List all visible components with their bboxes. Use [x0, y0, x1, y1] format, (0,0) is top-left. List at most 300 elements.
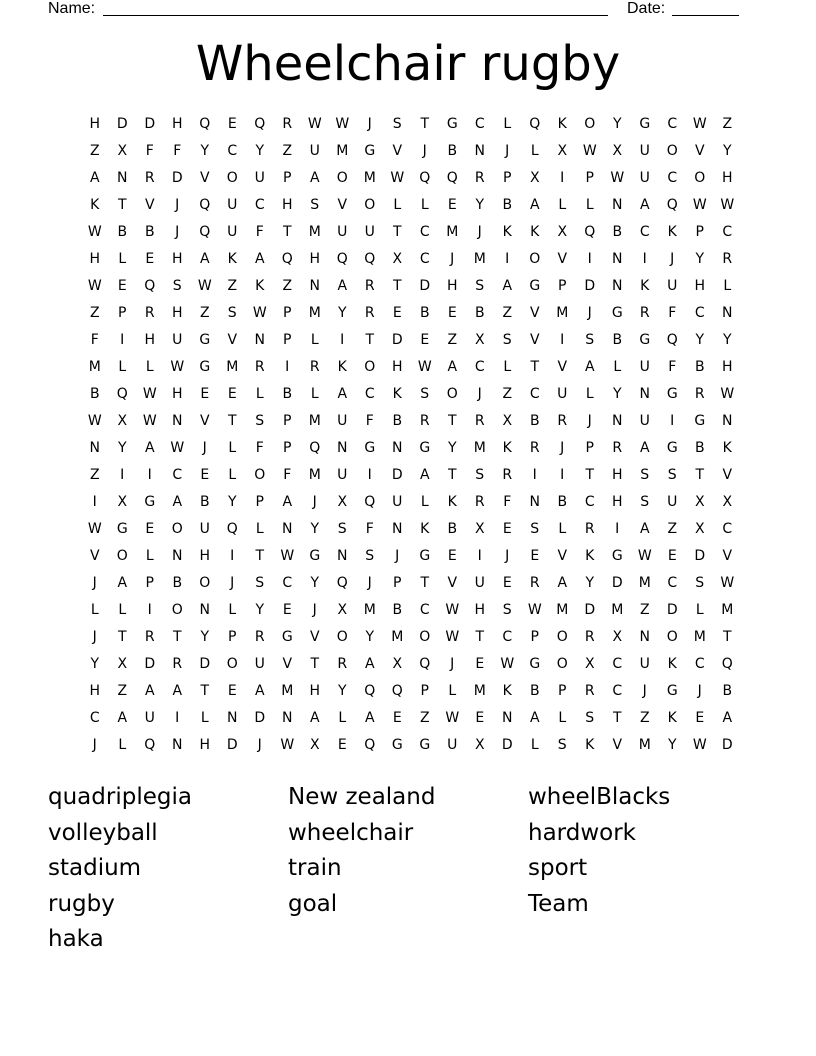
- grid-letter: N: [309, 278, 320, 294]
- grid-letter: A: [172, 494, 183, 510]
- grid-letter: J: [230, 575, 235, 591]
- grid-letter: A: [337, 386, 348, 402]
- grid-letter: N: [199, 602, 210, 618]
- grid-letter: T: [227, 413, 237, 429]
- grid-letter: P: [283, 170, 292, 186]
- grid-letter: G: [666, 683, 678, 699]
- grid-letter: N: [502, 710, 513, 726]
- grid-letter: U: [199, 521, 210, 537]
- word-list-item: volleyball: [48, 819, 158, 846]
- grid-letter: X: [694, 521, 705, 537]
- grid-letter: W: [720, 575, 735, 591]
- grid-letter: X: [337, 602, 348, 618]
- grid-letter: R: [612, 440, 623, 456]
- grid-letter: R: [254, 629, 265, 645]
- grid-letter: F: [255, 224, 264, 240]
- grid-letter: M: [638, 575, 651, 591]
- grid-letter: G: [116, 521, 128, 537]
- grid-letter: H: [309, 251, 321, 267]
- grid-letter: Y: [695, 251, 705, 267]
- grid-letter: Y: [722, 332, 732, 348]
- date-label: Date:: [627, 0, 666, 17]
- word-list-item: hardwork: [528, 819, 636, 846]
- grid-letter: L: [255, 386, 264, 402]
- grid-letter: K: [667, 710, 677, 726]
- grid-letter: N: [282, 521, 293, 537]
- grid-letter: L: [613, 359, 622, 375]
- grid-letter: N: [722, 305, 733, 321]
- grid-letter: U: [639, 143, 650, 159]
- grid-letter: B: [172, 575, 183, 591]
- grid-letter: C: [254, 197, 265, 213]
- grid-letter: O: [254, 467, 266, 483]
- word-list-item: New zealand: [288, 784, 436, 810]
- grid-letter: E: [392, 305, 402, 321]
- grid-letter: Y: [337, 683, 347, 699]
- grid-letter: I: [175, 710, 180, 726]
- grid-letter: I: [147, 602, 152, 618]
- grid-letter: C: [502, 629, 513, 645]
- grid-letter: Y: [255, 143, 265, 159]
- grid-letter: C: [172, 467, 183, 483]
- grid-letter: Z: [667, 521, 678, 537]
- grid-letter: J: [477, 386, 482, 402]
- grid-letter: C: [694, 656, 705, 672]
- grid-letter: S: [365, 548, 375, 564]
- grid-letter: Y: [612, 116, 622, 132]
- grid-letter: W: [252, 305, 267, 321]
- grid-letter: V: [392, 143, 403, 159]
- grid-letter: G: [694, 413, 706, 429]
- grid-letter: V: [227, 332, 238, 348]
- grid-letter: C: [694, 305, 705, 321]
- grid-letter: V: [529, 332, 540, 348]
- grid-letter: L: [200, 710, 209, 726]
- grid-letter: P: [283, 440, 292, 456]
- grid-letter: P: [420, 683, 429, 699]
- grid-letter: Q: [364, 251, 376, 267]
- grid-letter: E: [200, 467, 210, 483]
- grid-letter: O: [336, 629, 348, 645]
- grid-letter: P: [228, 629, 237, 645]
- grid-letter: O: [336, 170, 348, 186]
- grid-letter: A: [254, 683, 265, 699]
- grid-letter: O: [666, 143, 678, 159]
- grid-letter: Q: [419, 170, 431, 186]
- grid-letter: K: [392, 386, 402, 402]
- grid-letter: C: [474, 359, 485, 375]
- grid-letter: R: [639, 305, 650, 321]
- grid-letter: H: [721, 170, 733, 186]
- grid-letter: Z: [447, 332, 458, 348]
- grid-letter: F: [173, 143, 182, 159]
- grid-letter: N: [722, 413, 733, 429]
- grid-letter: H: [199, 548, 211, 564]
- grid-letter: E: [145, 521, 155, 537]
- grid-letter: V: [722, 548, 733, 564]
- grid-letter: L: [530, 737, 539, 753]
- grid-letter: J: [587, 305, 592, 321]
- grid-letter: A: [557, 575, 568, 591]
- grid-letter: V: [557, 548, 568, 564]
- grid-letter: X: [557, 143, 568, 159]
- grid-letter: J: [505, 143, 510, 159]
- grid-letter: S: [420, 386, 430, 402]
- grid-letter: W: [637, 548, 652, 564]
- grid-letter: E: [502, 575, 512, 591]
- grid-letter: N: [612, 197, 623, 213]
- grid-letter: J: [92, 575, 97, 591]
- grid-letter: E: [475, 656, 485, 672]
- grid-letter: G: [144, 494, 156, 510]
- grid-letter: M: [308, 224, 321, 240]
- grid-letter: R: [282, 116, 293, 132]
- grid-letter: S: [227, 305, 237, 321]
- grid-letter: O: [226, 170, 238, 186]
- grid-letter: L: [585, 386, 594, 402]
- grid-letter: L: [393, 197, 402, 213]
- grid-letter: F: [668, 305, 677, 321]
- grid-letter: Q: [584, 224, 596, 240]
- grid-letter: C: [282, 575, 293, 591]
- grid-letter: Y: [337, 305, 347, 321]
- grid-letter: R: [419, 413, 430, 429]
- grid-letter: M: [611, 602, 624, 618]
- grid-letter: W: [445, 602, 460, 618]
- grid-letter: O: [446, 386, 458, 402]
- grid-letter: V: [722, 467, 733, 483]
- grid-letter: H: [611, 494, 623, 510]
- grid-letter: Y: [722, 143, 732, 159]
- grid-letter: R: [557, 413, 568, 429]
- grid-letter: O: [226, 656, 238, 672]
- grid-letter: M: [473, 251, 486, 267]
- grid-letter: S: [667, 467, 677, 483]
- grid-letter: F: [365, 413, 374, 429]
- word-list-item: sport: [528, 855, 588, 881]
- grid-letter: E: [200, 386, 210, 402]
- grid-letter: I: [670, 413, 675, 429]
- grid-letter: U: [639, 656, 650, 672]
- grid-letter: C: [419, 224, 430, 240]
- grid-letter: B: [447, 521, 458, 537]
- grid-letter: T: [392, 278, 402, 294]
- grid-letter: T: [255, 548, 265, 564]
- grid-letter: O: [364, 197, 376, 213]
- grid-letter: E: [530, 548, 540, 564]
- grid-letter: H: [89, 116, 101, 132]
- grid-letter: R: [144, 170, 155, 186]
- grid-letter: I: [120, 467, 125, 483]
- grid-letter: S: [585, 332, 595, 348]
- grid-letter: H: [171, 305, 183, 321]
- grid-letter: M: [281, 683, 294, 699]
- grid-letter: S: [585, 710, 595, 726]
- grid-letter: L: [503, 359, 512, 375]
- grid-letter: X: [694, 494, 705, 510]
- grid-letter: U: [227, 224, 238, 240]
- grid-letter: P: [145, 575, 154, 591]
- grid-letter: I: [587, 251, 592, 267]
- grid-letter: J: [450, 251, 455, 267]
- grid-letter: I: [477, 548, 482, 564]
- grid-row: [81, 304, 741, 331]
- grid-letter: R: [337, 656, 348, 672]
- grid-row: [81, 547, 741, 574]
- grid-letter: T: [585, 467, 595, 483]
- grid-letter: N: [172, 548, 183, 564]
- grid-letter: E: [392, 710, 402, 726]
- grid-letter: P: [255, 494, 264, 510]
- grid-letter: P: [695, 224, 704, 240]
- grid-letter: R: [474, 413, 485, 429]
- grid-letter: Q: [336, 251, 348, 267]
- grid-letter: O: [584, 116, 596, 132]
- grid-letter: L: [118, 359, 127, 375]
- grid-letter: T: [392, 224, 402, 240]
- grid-row: [81, 385, 741, 412]
- grid-letter: Z: [722, 116, 733, 132]
- grid-row: [81, 331, 741, 358]
- grid-letter: A: [639, 440, 650, 456]
- grid-letter: B: [474, 305, 485, 321]
- grid-letter: R: [584, 521, 595, 537]
- grid-letter: D: [666, 602, 678, 618]
- grid-letter: N: [172, 737, 183, 753]
- grid-letter: Z: [502, 305, 513, 321]
- page-title: Wheelchair rugby: [195, 36, 621, 92]
- grid-letter: J: [175, 197, 180, 213]
- grid-letter: Y: [117, 440, 127, 456]
- grid-row: [81, 412, 741, 439]
- grid-letter: F: [503, 494, 512, 510]
- name-label: Name:: [48, 0, 96, 17]
- grid-letter: J: [367, 575, 372, 591]
- grid-letter: D: [584, 278, 596, 294]
- grid-letter: R: [529, 440, 540, 456]
- grid-letter: V: [694, 143, 705, 159]
- grid-letter: N: [337, 548, 348, 564]
- grid-letter: X: [722, 494, 733, 510]
- grid-letter: H: [89, 683, 101, 699]
- grid-letter: F: [283, 467, 292, 483]
- grid-letter: Z: [282, 143, 293, 159]
- grid-letter: S: [640, 467, 650, 483]
- grid-letter: A: [529, 710, 540, 726]
- grid-letter: T: [172, 629, 182, 645]
- grid-letter: E: [117, 278, 127, 294]
- grid-letter: G: [199, 332, 211, 348]
- grid-letter: L: [420, 494, 429, 510]
- grid-letter: Z: [117, 683, 128, 699]
- grid-letter: F: [90, 332, 99, 348]
- grid-row: [81, 709, 741, 736]
- grid-letter: A: [639, 521, 650, 537]
- grid-letter: A: [419, 467, 430, 483]
- grid-letter: H: [446, 278, 458, 294]
- grid-letter: E: [502, 521, 512, 537]
- grid-letter: C: [612, 656, 623, 672]
- grid-letter: O: [694, 170, 706, 186]
- grid-letter: B: [612, 332, 623, 348]
- grid-letter: Z: [227, 278, 238, 294]
- grid-letter: W: [445, 629, 460, 645]
- grid-letter: N: [117, 170, 128, 186]
- grid-letter: U: [447, 737, 458, 753]
- grid-letter: P: [585, 170, 594, 186]
- grid-letter: D: [171, 170, 183, 186]
- grid-letter: Q: [199, 197, 211, 213]
- grid-letter: H: [199, 737, 211, 753]
- grid-letter: B: [419, 305, 430, 321]
- grid-letter: D: [199, 656, 211, 672]
- grid-letter: T: [420, 575, 430, 591]
- grid-letter: M: [308, 467, 321, 483]
- grid-letter: C: [419, 251, 430, 267]
- grid-letter: Q: [144, 737, 156, 753]
- grid-letter: E: [447, 548, 457, 564]
- grid-letter: M: [363, 170, 376, 186]
- grid-letter: Y: [200, 629, 210, 645]
- grid-letter: C: [584, 494, 595, 510]
- grid-letter: X: [392, 656, 403, 672]
- grid-letter: T: [420, 116, 430, 132]
- grid-letter: U: [337, 467, 348, 483]
- grid-letter: L: [558, 197, 567, 213]
- grid-letter: W: [142, 413, 157, 429]
- grid-letter: H: [281, 197, 293, 213]
- grid-letter: C: [667, 116, 678, 132]
- grid-letter: M: [308, 305, 321, 321]
- grid-letter: H: [171, 116, 183, 132]
- grid-letter: I: [92, 494, 97, 510]
- grid-letter: C: [612, 683, 623, 699]
- grid-letter: K: [502, 683, 512, 699]
- grid-letter: M: [556, 305, 569, 321]
- grid-letter: S: [502, 602, 512, 618]
- grid-letter: E: [695, 710, 705, 726]
- word-list: [48, 780, 768, 958]
- grid-letter: B: [117, 224, 128, 240]
- grid-letter: Y: [310, 521, 320, 537]
- grid-letter: J: [505, 548, 510, 564]
- grid-letter: J: [642, 683, 647, 699]
- grid-letter: B: [502, 197, 513, 213]
- grid-letter: E: [447, 305, 457, 321]
- grid-letter: W: [335, 116, 350, 132]
- grid-letter: L: [90, 602, 99, 618]
- grid-letter: U: [254, 656, 265, 672]
- grid-letter: Z: [639, 602, 650, 618]
- grid-letter: M: [693, 629, 706, 645]
- grid-letter: V: [199, 170, 210, 186]
- grid-letter: V: [447, 575, 458, 591]
- word-list-item: stadium: [48, 855, 142, 881]
- grid-letter: B: [529, 683, 540, 699]
- word-list-item: train: [288, 855, 342, 881]
- grid-letter: N: [529, 494, 540, 510]
- grid-letter: X: [557, 224, 568, 240]
- grid-letter: M: [308, 413, 321, 429]
- grid-letter: D: [391, 467, 403, 483]
- grid-letter: O: [556, 629, 568, 645]
- grid-letter: M: [363, 602, 376, 618]
- grid-letter: Y: [365, 629, 375, 645]
- grid-letter: X: [474, 521, 485, 537]
- grid-letter: X: [529, 170, 540, 186]
- grid-letter: N: [254, 332, 265, 348]
- grid-letter: O: [199, 575, 211, 591]
- grid-letter: R: [254, 359, 265, 375]
- grid-letter: T: [612, 710, 622, 726]
- grid-letter: W: [390, 170, 405, 186]
- grid-letter: L: [558, 521, 567, 537]
- grid-letter: J: [257, 737, 262, 753]
- grid-letter: K: [722, 440, 732, 456]
- grid-letter: Q: [199, 224, 211, 240]
- grid-letter: N: [227, 710, 238, 726]
- grid-letter: L: [338, 710, 347, 726]
- grid-letter: K: [502, 440, 512, 456]
- grid-letter: H: [144, 332, 156, 348]
- grid-letter: L: [228, 602, 237, 618]
- grid-letter: W: [87, 413, 102, 429]
- grid-letter: Q: [721, 656, 733, 672]
- grid-letter: A: [584, 359, 595, 375]
- grid-letter: D: [584, 602, 596, 618]
- grid-letter: R: [722, 251, 733, 267]
- grid-letter: G: [666, 386, 678, 402]
- grid-letter: K: [90, 197, 100, 213]
- grid-letter: A: [309, 170, 320, 186]
- grid-letter: U: [172, 332, 183, 348]
- grid-letter: O: [171, 602, 183, 618]
- grid-letter: A: [529, 197, 540, 213]
- grid-letter: E: [337, 737, 347, 753]
- grid-letter: Q: [419, 656, 431, 672]
- grid-letter: R: [364, 278, 375, 294]
- grid-letter: W: [280, 737, 295, 753]
- grid-letter: U: [474, 575, 485, 591]
- grid-row: [81, 169, 741, 196]
- grid-letter: S: [530, 521, 540, 537]
- grid-letter: I: [560, 332, 565, 348]
- grid-letter: O: [529, 251, 541, 267]
- grid-letter: W: [720, 386, 735, 402]
- grid-letter: R: [529, 575, 540, 591]
- grid-letter: Z: [282, 278, 293, 294]
- grid-letter: Z: [89, 305, 100, 321]
- grid-letter: O: [556, 656, 568, 672]
- grid-letter: D: [721, 737, 733, 753]
- grid-letter: Y: [585, 575, 595, 591]
- grid-letter: I: [230, 548, 235, 564]
- grid-letter: D: [144, 656, 156, 672]
- grid-letter: W: [87, 224, 102, 240]
- grid-letter: K: [227, 251, 237, 267]
- grid-letter: C: [639, 224, 650, 240]
- grid-letter: Y: [200, 143, 210, 159]
- grid-letter: U: [667, 278, 678, 294]
- grid-letter: I: [505, 251, 510, 267]
- grid-letter: A: [172, 683, 183, 699]
- grid-letter: M: [473, 683, 486, 699]
- grid-letter: L: [118, 737, 127, 753]
- grid-letter: S: [310, 197, 320, 213]
- grid-letter: W: [692, 197, 707, 213]
- grid-letter: C: [722, 224, 733, 240]
- grid-letter: A: [117, 575, 128, 591]
